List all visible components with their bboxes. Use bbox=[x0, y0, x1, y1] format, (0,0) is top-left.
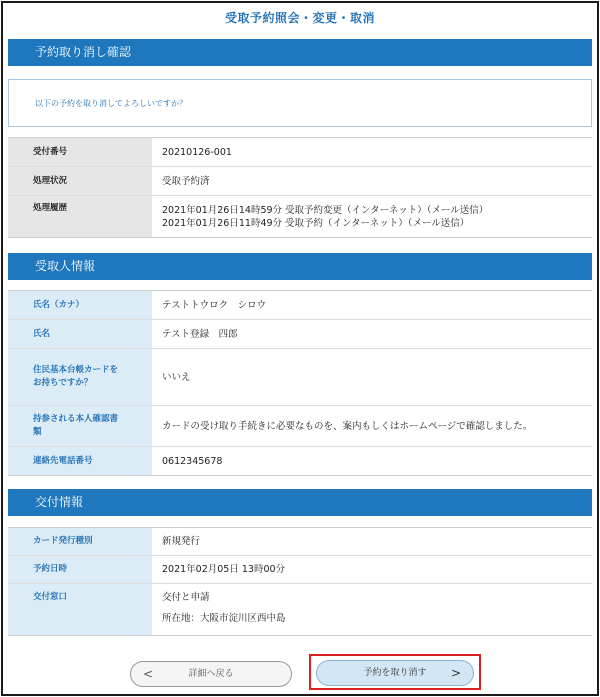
counter-name: 交付と申請 bbox=[162, 592, 210, 603]
section-header-delivery: 交付情報 bbox=[8, 489, 592, 516]
row-label-name: 氏名 bbox=[8, 320, 152, 349]
table-row bbox=[8, 196, 592, 238]
table-row bbox=[8, 138, 592, 167]
row-value-name-kana: テストトウロク シロウ bbox=[152, 291, 592, 320]
row-label-id-documents: 持参される本人確認書類 bbox=[8, 406, 152, 447]
table-row bbox=[8, 291, 592, 320]
table-row bbox=[8, 406, 592, 447]
row-label-resident-card: 住民基本台帳カードをお持ちですか？ bbox=[8, 349, 152, 406]
row-value-counter bbox=[152, 584, 592, 636]
page-title: 受取予約照会・変更・取消 bbox=[224, 11, 375, 25]
table-row bbox=[8, 349, 592, 406]
recipient-table bbox=[8, 290, 592, 476]
back-to-details-button[interactable] bbox=[130, 661, 292, 687]
table-row bbox=[8, 528, 592, 556]
row-label-reception-number: 受付番号 bbox=[8, 138, 152, 167]
counter-address: 所在地：大阪市淀川区西中島 bbox=[162, 613, 286, 624]
table-row bbox=[8, 447, 592, 476]
chevron-left-icon: < bbox=[143, 667, 154, 681]
table-row bbox=[8, 167, 592, 196]
table-row bbox=[8, 320, 592, 349]
history-line: 2021年01月26日11時49分 受取予約（インターネット）（メール送信） bbox=[162, 217, 470, 229]
table-row bbox=[8, 556, 592, 584]
confirm-message-box bbox=[8, 79, 592, 127]
row-label-reservation-datetime: 予約日時 bbox=[8, 556, 152, 584]
row-value-resident-card: いいえ bbox=[152, 349, 592, 406]
cancel-reservation-button[interactable] bbox=[316, 660, 474, 686]
row-value-reservation-datetime: 2021年02月05日 13時00分 bbox=[152, 556, 592, 584]
row-value-name: テスト登録 四郎 bbox=[152, 320, 592, 349]
reservation-table bbox=[8, 137, 592, 238]
row-label-counter: 交付窓口 bbox=[8, 584, 152, 636]
row-label-card-type: カード発行種別 bbox=[8, 528, 152, 556]
section-header-cancel-confirm: 予約取り消し確認 bbox=[8, 39, 592, 66]
row-value-history bbox=[152, 196, 592, 238]
chevron-right-icon: > bbox=[450, 666, 461, 680]
row-value-card-type: 新規発行 bbox=[152, 528, 592, 556]
app-frame bbox=[1, 1, 599, 696]
cancel-button-label: 予約を取り消す bbox=[363, 668, 427, 678]
row-value-id-documents: カードの受け取り手続きに必要なものを、案内もしくはホームページで確認しました。 bbox=[152, 406, 592, 447]
row-label-phone: 連絡先電話番号 bbox=[8, 447, 152, 476]
history-line: 2021年01月26日14時59分 受取予約変更（インターネット）（メール送信） bbox=[162, 204, 489, 216]
delivery-table bbox=[8, 527, 592, 636]
row-value-status: 受取予約済 bbox=[152, 167, 592, 196]
row-value-reception-number: 20210126-001 bbox=[152, 138, 592, 167]
table-row bbox=[8, 584, 592, 636]
row-value-phone: 0612345678 bbox=[152, 447, 592, 476]
row-label-name-kana: 氏名（カナ） bbox=[8, 291, 152, 320]
section-header-recipient: 受取人情報 bbox=[8, 253, 592, 280]
back-button-label: 詳細へ戻る bbox=[188, 669, 234, 679]
confirm-message: 以下の予約を取り消してよろしいですか？ bbox=[35, 99, 187, 108]
row-label-history: 処理履歴 bbox=[8, 196, 152, 238]
row-label-status: 処理状況 bbox=[8, 167, 152, 196]
